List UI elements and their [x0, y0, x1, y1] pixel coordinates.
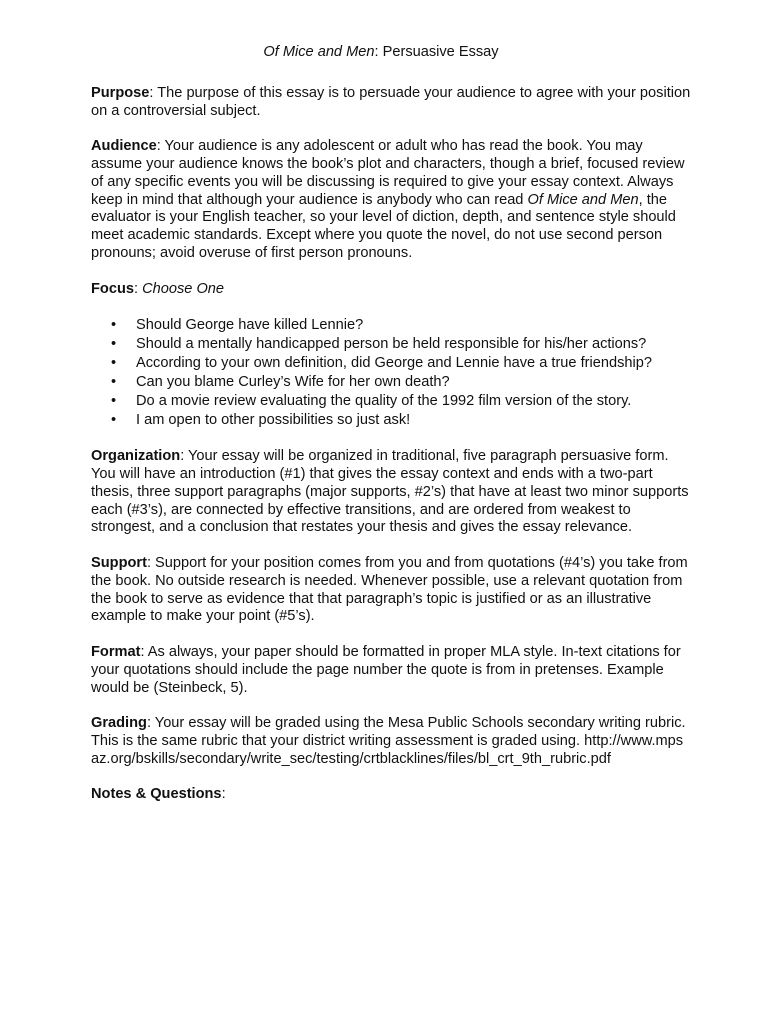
focus-item [91, 335, 691, 354]
focus-item-text: Should George have killed Lennie? [136, 317, 364, 334]
purpose-section [91, 85, 691, 121]
document-title [91, 44, 691, 62]
focus-label: Focus [91, 280, 134, 297]
focus-choose: Choose One [142, 280, 225, 297]
grading-section [91, 715, 691, 768]
focus-item-text: According to your own definition, did George and Lennie have a true friendship? [136, 355, 652, 372]
support-section [91, 555, 691, 626]
bullet-icon: • [111, 412, 117, 429]
organization-text: : Your essay will be organized in traditional, five paragraph persuasive form. You will have an introduction (#1) that gives the essay context and ends with a two-part thesis, three support paragraphs (major supports, #2’s) that have at least two minor supports each (#3’s), are connected by effective transitions, and are ordered from weakest to strongest, and a conclusion that restates your thesis and gives the essay relevance. [91, 448, 689, 536]
focus-item-text: Do a movie review evaluating the quality of the 1992 film version of the story. [136, 393, 632, 410]
bullet-icon: • [111, 336, 117, 353]
bullet-icon: • [111, 317, 117, 334]
focus-item [91, 316, 691, 335]
title-rest: : Persuasive Essay [374, 44, 499, 60]
focus-item [91, 392, 691, 411]
notes-colon: : [221, 786, 226, 803]
support-text: : Support for your position comes from you and from quotations (#4’s) you take from the book. No outside research is needed. Whenever possible, use a relevant quotation from the book to serve as evidence that that paragraph’s topic is justified or as an illustrative example to make your point (#5’s). [91, 554, 688, 625]
focus-list [91, 316, 691, 430]
format-label: Format [91, 643, 141, 660]
bullet-icon: • [111, 374, 117, 391]
notes-label: Notes & Questions [91, 786, 222, 803]
audience-book-name: Of Mice and Men [527, 191, 639, 208]
format-text: : As always, your paper should be formatted in proper MLA style. In-text citations for your quotations should include the page number the quote is from in pretenses. Example would be (Steinbeck, 5). [91, 643, 681, 696]
audience-label: Audience [91, 138, 157, 155]
purpose-label: Purpose [91, 84, 150, 101]
bullet-icon: • [111, 393, 117, 410]
bullet-icon: • [111, 355, 117, 372]
audience-text-2: , the evaluator is your English teacher, so your level of diction, depth, and sentence style should meet academic standards. Except where you quote the novel, do not use second person pronouns; avoid overuse of first person pronouns. [91, 191, 676, 261]
format-section [91, 644, 691, 697]
grading-text: : Your essay will be graded using the Mesa Public Schools secondary writing rubric. This is the same rubric that your district writing assessment is graded using. [91, 715, 686, 749]
focus-item-text: I am open to other possibilities so just ask! [136, 412, 411, 429]
focus-section [91, 281, 691, 299]
purpose-text: : The purpose of this essay is to persuade your audience to agree with your position on a controversial subject. [91, 84, 691, 119]
audience-section [91, 138, 691, 263]
organization-label: Organization [91, 448, 181, 465]
organization-section [91, 448, 691, 537]
focus-item [91, 373, 691, 392]
focus-item-text: Should a mentally handicapped person be held responsible for his/her actions? [136, 336, 647, 353]
focus-colon: : [133, 280, 143, 297]
rubric-url[interactable]: http://www.mpsaz.org/bskills/secondary/write_sec/testing/crtblacklines/files/bl_crt_9th_rubric.pdf [91, 732, 684, 767]
support-label: Support [91, 554, 147, 571]
grading-label: Grading [91, 715, 147, 732]
focus-item [91, 411, 691, 430]
focus-item-text: Can you blame Curley’s Wife for her own death? [136, 374, 450, 391]
title-book-name: Of Mice and Men [263, 44, 375, 60]
audience-text-1: : Your audience is any adolescent or adult who has read the book. You may assume your audience knows the book’s plot and characters, though a brief, focused review of any specific events you will be discussing is required to give your essay context. Always keep in mind that although your audience is anybody who can read [91, 138, 685, 208]
document-page [91, 44, 691, 822]
notes-section [91, 786, 691, 804]
focus-item [91, 354, 691, 373]
